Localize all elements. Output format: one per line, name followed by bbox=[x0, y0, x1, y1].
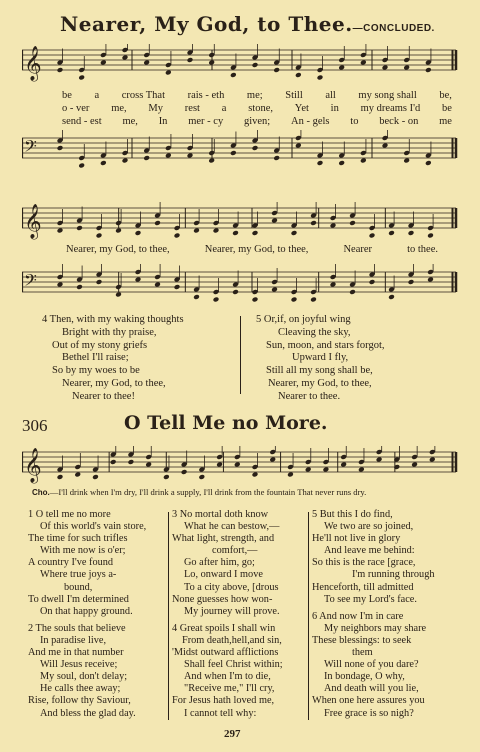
note-head bbox=[403, 158, 410, 164]
note-head bbox=[411, 462, 418, 468]
verse-line: From death,hell,and sin, bbox=[182, 634, 282, 646]
hymn1-verse4 bbox=[42, 314, 184, 404]
hymn2-verse3 bbox=[172, 509, 283, 618]
verse-line: Free grace is so nigh? bbox=[324, 707, 414, 719]
hymn1-lyrics-line3 bbox=[62, 116, 452, 127]
note-head bbox=[252, 472, 259, 478]
lyric-word: a bbox=[221, 103, 227, 114]
note-head bbox=[187, 153, 194, 159]
note-head bbox=[403, 65, 410, 71]
note-head bbox=[269, 457, 276, 463]
note-head bbox=[388, 294, 395, 300]
note-head bbox=[135, 277, 142, 283]
verse-line: Cleaving the sky, bbox=[278, 326, 351, 338]
page-number: 297 bbox=[224, 728, 241, 740]
note-head bbox=[216, 462, 223, 468]
hymn1-verse5 bbox=[256, 314, 385, 404]
note-head bbox=[310, 297, 317, 303]
note-head bbox=[349, 220, 356, 226]
verse-line: He'll not live in glory bbox=[312, 533, 401, 545]
verse-line: In paradise live, bbox=[40, 634, 107, 646]
verse-line: What light, strength, and bbox=[172, 533, 275, 545]
verse-line: The time for such trifles bbox=[28, 533, 128, 545]
note-head bbox=[425, 67, 432, 73]
verse-line: Nearer to thee. bbox=[278, 390, 341, 402]
verse-line: 'Midst outward afflictions bbox=[172, 647, 279, 659]
note-head bbox=[323, 467, 330, 473]
note-head bbox=[291, 230, 298, 236]
lyric-word: beck - on bbox=[379, 116, 419, 127]
note-head bbox=[57, 282, 64, 288]
verse-line: Shall feel Christ within; bbox=[184, 659, 283, 671]
hymn1-lyrics-line2 bbox=[62, 103, 452, 114]
verse-line: 3 No mortal doth know bbox=[172, 509, 269, 520]
note-head bbox=[135, 230, 142, 236]
note-head bbox=[174, 284, 181, 290]
note-head bbox=[388, 230, 395, 236]
note-head bbox=[330, 223, 337, 229]
verse-line: In bondage, O why, bbox=[324, 671, 405, 683]
bass-clef-icon: 𝄢 bbox=[24, 136, 37, 160]
note-head bbox=[163, 474, 170, 480]
verse-line: 4 Great spoils I shall win bbox=[172, 622, 276, 634]
verse-line: Sun, moon, and stars forgot, bbox=[266, 339, 385, 351]
verse-line: These blessings: to seek bbox=[312, 634, 412, 646]
note-head bbox=[213, 297, 220, 303]
note-head bbox=[57, 228, 64, 234]
hymn2-title: O Tell Me no More. bbox=[124, 412, 328, 434]
note-head bbox=[165, 153, 172, 159]
lyric-word: Yet bbox=[294, 103, 309, 114]
verse-line: 2 The souls that believe bbox=[28, 622, 126, 634]
lyric-word: cross That bbox=[121, 90, 166, 101]
lyric-word: In bbox=[158, 116, 168, 127]
verse-line: None guesses how won- bbox=[172, 593, 273, 605]
note-head bbox=[57, 145, 64, 151]
note-head bbox=[78, 75, 85, 81]
verse-line: bound, bbox=[64, 581, 93, 593]
verse-line: Will none of you dare? bbox=[324, 659, 419, 671]
treble-clef-icon: 𝄞 bbox=[24, 46, 42, 81]
refrain-word: Nearer, my God, to thee, bbox=[66, 244, 170, 255]
verse-line: And leave me behind: bbox=[324, 545, 415, 557]
hymn2-verse1 bbox=[28, 509, 146, 618]
note-head bbox=[232, 289, 239, 295]
note-head bbox=[96, 233, 103, 239]
note-head bbox=[143, 60, 150, 66]
note-head bbox=[349, 289, 356, 295]
verse-line: Henceforth, till admitted bbox=[312, 581, 414, 593]
note-head bbox=[295, 72, 302, 78]
lyric-word: me bbox=[439, 116, 452, 127]
verse-line: Bright with thy praise, bbox=[62, 326, 157, 338]
note-head bbox=[78, 163, 85, 169]
note-head bbox=[143, 155, 150, 161]
note-head bbox=[115, 228, 122, 234]
staff-treble-2-svg bbox=[22, 202, 462, 242]
system2-treble-staff bbox=[22, 202, 462, 242]
verse-line: So by my woes to be bbox=[52, 365, 140, 377]
staff-bass-1-svg bbox=[22, 130, 462, 174]
treble-clef-icon: 𝄞 bbox=[24, 204, 42, 239]
verse-line: My soul, don't delay; bbox=[40, 671, 128, 683]
hymn1-title-text: Nearer, My God, to Thee. bbox=[60, 12, 353, 36]
chorus-label: Cho. bbox=[32, 488, 50, 497]
verse-line: And me in that number bbox=[28, 647, 124, 659]
verse-line: Nearer, my God, to thee, bbox=[268, 377, 372, 389]
note-head bbox=[57, 474, 64, 480]
hymn2-staff bbox=[22, 446, 462, 484]
note-head bbox=[230, 72, 237, 78]
note-head bbox=[174, 233, 181, 239]
verse-line: 5 Or,if, on joyful wing bbox=[256, 314, 351, 325]
verse-line: My neighbors may share bbox=[324, 622, 427, 634]
refrain-word: Nearer, my God, to thee, bbox=[204, 244, 309, 255]
verse-line: Nearer, my God, to thee, bbox=[62, 377, 166, 389]
verse-line: What he can bestow,— bbox=[184, 521, 280, 533]
note-head bbox=[74, 472, 81, 478]
note-head bbox=[408, 279, 415, 285]
note-head bbox=[165, 70, 172, 76]
note-head bbox=[154, 220, 161, 226]
lyric-word: to bbox=[350, 116, 359, 127]
verse-line: Upward I fly, bbox=[292, 352, 349, 364]
lyric-word: rest bbox=[184, 103, 200, 114]
note-head bbox=[291, 297, 298, 303]
note-head bbox=[145, 462, 152, 468]
note-head bbox=[427, 277, 434, 283]
note-head bbox=[187, 57, 194, 63]
system1-bass-staff bbox=[22, 130, 462, 174]
note-head bbox=[193, 294, 200, 300]
note-head bbox=[252, 145, 259, 151]
hymn1-refrain-lyrics bbox=[66, 244, 438, 255]
note-head bbox=[198, 474, 205, 480]
note-head bbox=[271, 287, 278, 293]
lyric-word: be bbox=[62, 90, 72, 101]
verse-line: Lo, onward I move bbox=[184, 569, 263, 581]
note-head bbox=[330, 282, 337, 288]
verse-line: Out of my stony griefs bbox=[52, 339, 148, 351]
verse-line: Rise, follow thy Saviour, bbox=[28, 695, 131, 707]
note-head bbox=[213, 228, 220, 234]
note-head bbox=[338, 160, 345, 166]
lyric-word: mer - cy bbox=[188, 116, 224, 127]
note-head bbox=[208, 60, 215, 66]
verse-line: So this is the race [grace, bbox=[312, 557, 416, 569]
bass-clef-icon: 𝄢 bbox=[24, 270, 37, 294]
system2-bass-staff bbox=[22, 264, 462, 308]
note-head bbox=[369, 233, 376, 239]
note-head bbox=[317, 160, 324, 166]
note-head bbox=[252, 230, 259, 236]
note-head bbox=[128, 459, 135, 465]
hymn2-verse5 bbox=[312, 509, 435, 606]
verse-line: I cannot tell why: bbox=[184, 707, 257, 719]
verse-line: 1 O tell me no more bbox=[28, 509, 111, 520]
hymn2-chorus bbox=[32, 487, 462, 497]
hymn1-title bbox=[60, 12, 440, 36]
lyric-word: my song shall bbox=[358, 90, 417, 101]
note-head bbox=[181, 469, 188, 475]
note-head bbox=[100, 60, 107, 66]
hymn2-number: 306 bbox=[22, 416, 48, 435]
note-head bbox=[382, 143, 389, 149]
note-head bbox=[382, 65, 389, 71]
verse-line: To dwell I'm determined bbox=[28, 593, 129, 605]
lyric-word: Still bbox=[285, 90, 303, 101]
note-head bbox=[193, 228, 200, 234]
refrain-word: Nearer bbox=[343, 244, 373, 255]
note-head bbox=[92, 474, 99, 480]
verse-line: 5 But this I do find, bbox=[312, 509, 393, 520]
lyric-word: all bbox=[325, 90, 336, 101]
note-head bbox=[230, 150, 237, 156]
verse-line: Will Jesus receive; bbox=[40, 659, 118, 671]
staff-hymn2-svg bbox=[22, 446, 462, 484]
lyric-word: My bbox=[148, 103, 164, 114]
note-head bbox=[427, 233, 434, 239]
system1-treble-staff bbox=[22, 44, 462, 84]
note-head bbox=[122, 158, 129, 164]
verse-line: Still all my song shall be, bbox=[266, 365, 373, 377]
note-head bbox=[360, 158, 367, 164]
note-head bbox=[305, 467, 312, 473]
refrain-word: to thee. bbox=[407, 244, 438, 255]
note-head bbox=[100, 160, 107, 166]
lyric-word: send - est bbox=[62, 116, 102, 127]
verse-line: Of this world's vain store, bbox=[40, 521, 147, 533]
note-head bbox=[295, 143, 302, 149]
chorus-text: —I'll drink when I'm dry, I'll drink a supply, I'll drink from the fountain That never runs dry. bbox=[49, 487, 367, 497]
note-head bbox=[252, 62, 259, 68]
verse-line: With me now is o'er; bbox=[40, 545, 126, 557]
verse-line: A country I've found bbox=[28, 557, 114, 569]
verse-line: And death will you lie, bbox=[324, 683, 419, 695]
verse-line: And when I'm to die, bbox=[184, 671, 271, 683]
hymn2-column-2 bbox=[172, 509, 283, 720]
hymn2-verse4 bbox=[172, 623, 283, 720]
hymn2-verse2 bbox=[28, 623, 146, 720]
hymn2-column-1 bbox=[28, 509, 146, 720]
hymn1-subtitle: —CONCLUDED. bbox=[352, 23, 435, 34]
lyric-word: An - gels bbox=[291, 116, 330, 127]
note-head bbox=[57, 67, 64, 73]
verse-divider bbox=[240, 316, 241, 394]
note-head bbox=[232, 230, 239, 236]
verse-line: When one here assures you bbox=[312, 695, 425, 707]
lyric-word: be bbox=[442, 103, 452, 114]
column-divider-2 bbox=[308, 512, 309, 720]
lyric-word: stone, bbox=[248, 103, 273, 114]
note-head bbox=[317, 75, 324, 81]
note-head bbox=[154, 282, 161, 288]
verse-line: I'm running through bbox=[352, 569, 435, 581]
column-divider-1 bbox=[168, 512, 169, 720]
note-head bbox=[252, 297, 259, 303]
note-head bbox=[408, 230, 415, 236]
verse-line: To see my Lord's face. bbox=[324, 593, 417, 605]
note-head bbox=[287, 472, 294, 478]
note-head bbox=[273, 155, 280, 161]
hymn2-verse6 bbox=[312, 611, 435, 720]
lyric-word: in bbox=[330, 103, 339, 114]
note-head bbox=[96, 279, 103, 285]
verse-line: Nearer to thee! bbox=[72, 390, 135, 402]
note-head bbox=[338, 65, 345, 71]
lyric-word: my dreams I'd bbox=[360, 103, 421, 114]
hymn2-column-3 bbox=[312, 509, 435, 720]
verse-line: My journey will prove. bbox=[184, 605, 280, 617]
verse-line: On that happy ground. bbox=[40, 605, 133, 617]
note-head bbox=[429, 457, 436, 463]
verse-line: them bbox=[352, 647, 373, 659]
lyric-word: a bbox=[94, 90, 100, 101]
lyric-word: me, bbox=[122, 116, 138, 127]
staff-bass-2-svg bbox=[22, 264, 462, 308]
note-head bbox=[115, 292, 122, 298]
lyric-word: o - ver bbox=[62, 103, 90, 114]
verse-line: comfort,— bbox=[212, 545, 258, 557]
note-head bbox=[208, 158, 215, 164]
note-head bbox=[110, 459, 117, 465]
note-head bbox=[358, 467, 365, 473]
note-head bbox=[360, 60, 367, 66]
verse-line: And bless the glad day. bbox=[40, 707, 136, 719]
verse-line: 4 Then, with my waking thoughts bbox=[42, 314, 184, 325]
note-head bbox=[76, 225, 83, 231]
verse-line: "Receive me," I'll cry, bbox=[184, 683, 275, 695]
note-head bbox=[76, 284, 83, 290]
note-head bbox=[340, 462, 347, 468]
lyric-word: rais - eth bbox=[187, 90, 225, 101]
verse-line: He calls thee away; bbox=[40, 683, 121, 695]
staff-treble-1-svg bbox=[22, 44, 462, 84]
note-head bbox=[369, 279, 376, 285]
note-head bbox=[376, 457, 383, 463]
note-head bbox=[273, 67, 280, 73]
hymn1-lyrics-line1 bbox=[62, 90, 452, 101]
verse-line: Go after him, go; bbox=[184, 557, 255, 569]
note-head bbox=[271, 218, 278, 224]
verse-line: To a city above, [drous bbox=[184, 581, 279, 593]
note-head bbox=[122, 55, 129, 61]
treble-clef-icon: 𝄞 bbox=[24, 448, 42, 483]
verse-line: 6 And now I'm in care bbox=[312, 610, 404, 622]
verse-line: Bethel I'll raise; bbox=[62, 352, 129, 364]
lyric-word: me, bbox=[111, 103, 127, 114]
note-head bbox=[425, 160, 432, 166]
lyric-word: me; bbox=[246, 90, 263, 101]
note-head bbox=[234, 462, 241, 468]
note-head bbox=[310, 220, 317, 226]
verse-line: Where true joys a- bbox=[40, 569, 117, 581]
lyric-word: be, bbox=[439, 90, 452, 101]
verse-line: We two are so joined, bbox=[324, 521, 414, 533]
verse-line: For Jesus hath loved me, bbox=[172, 695, 275, 707]
lyric-word: given; bbox=[243, 116, 271, 127]
